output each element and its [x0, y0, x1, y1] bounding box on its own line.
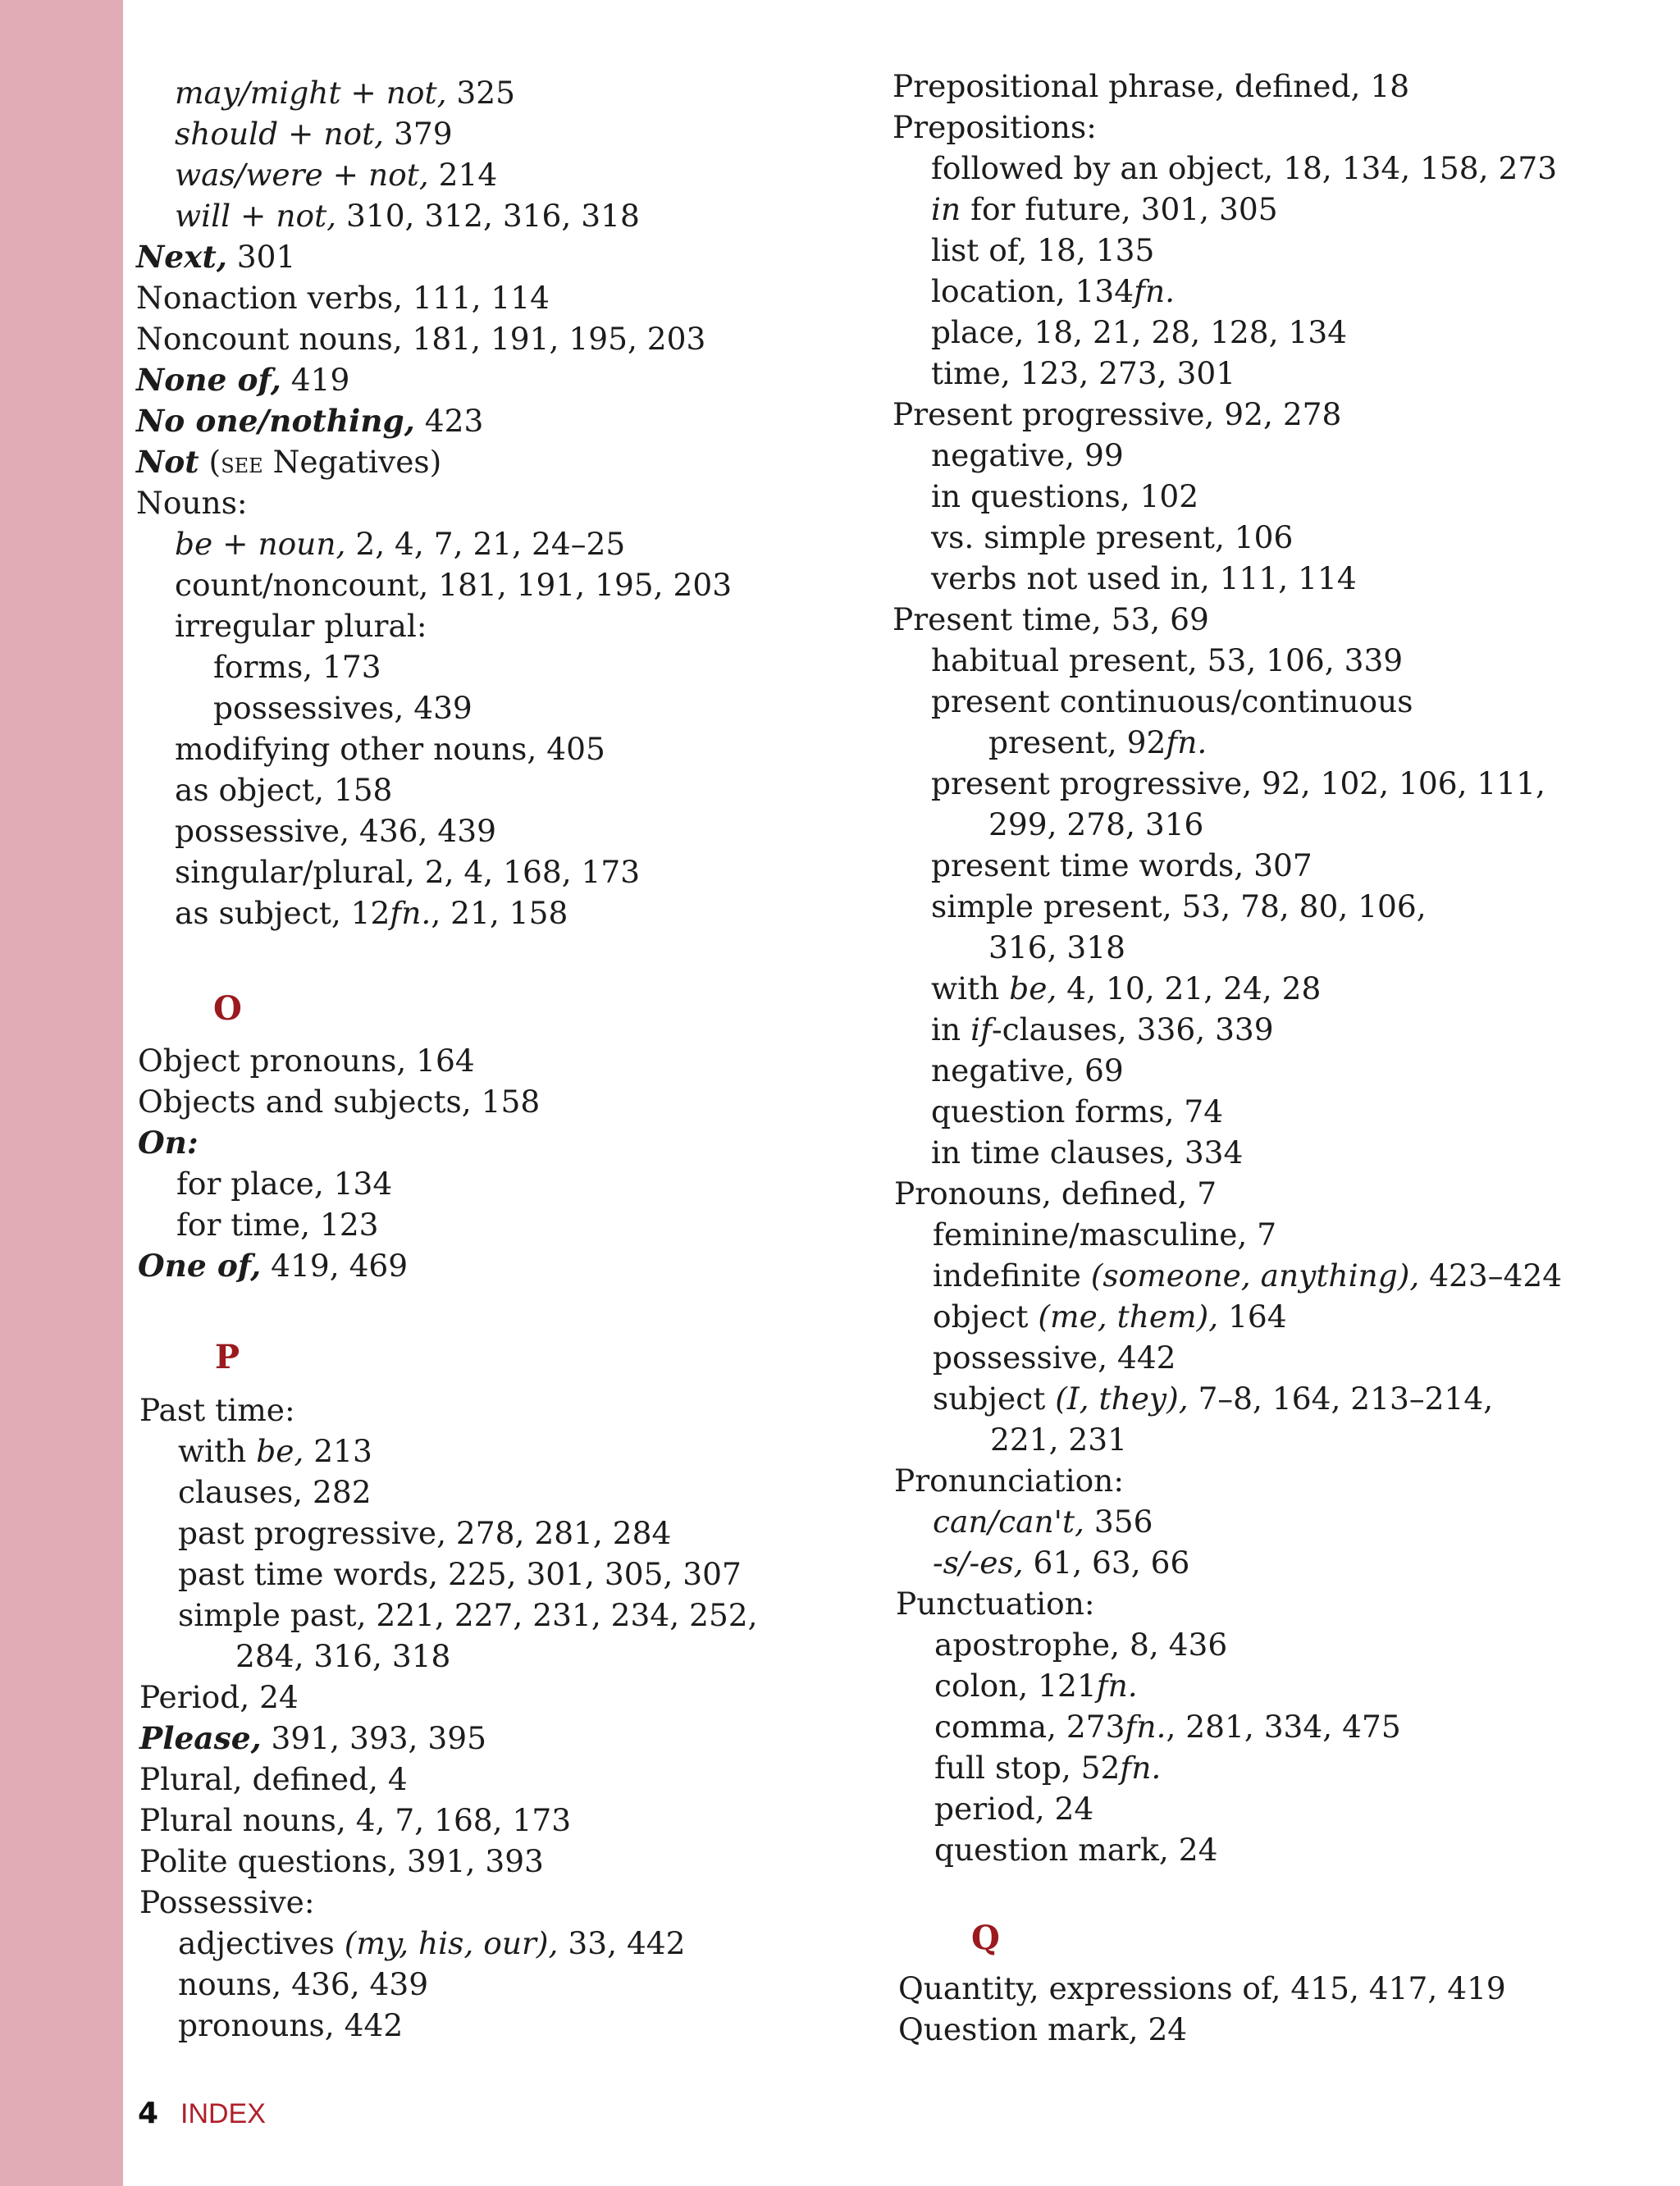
index-subentry: as object, 158 [175, 772, 393, 808]
index-subentry: should + not, 379 [175, 116, 453, 152]
index-subsubentry: possessives, 439 [213, 690, 472, 726]
index-entry: Noncount nouns, 181, 191, 195, 203 [136, 321, 706, 357]
index-entry: Please, 391, 393, 395 [139, 1720, 486, 1756]
index-entry: Not (see Negatives) [136, 444, 442, 480]
index-entry: Punctuation: [896, 1586, 1095, 1622]
index-entry: One of, 419, 469 [138, 1248, 409, 1284]
index-entry: Present progressive, 92, 278 [892, 396, 1342, 432]
index-entry: Present time, 53, 69 [892, 601, 1209, 637]
index-subentry: was/were + not, 214 [175, 157, 498, 193]
index-subentry: period, 24 [934, 1791, 1094, 1827]
index-entry: Nonaction verbs, 111, 114 [136, 280, 550, 316]
index-subentry: full stop, 52fn. [934, 1750, 1162, 1786]
index-subentry: nouns, 436, 439 [178, 1966, 429, 2002]
index-subentry: can/can't, 356 [933, 1504, 1153, 1540]
index-entry: Object pronouns, 164 [138, 1043, 475, 1079]
index-subentry: colon, 121fn. [934, 1668, 1138, 1704]
index-subentry: simple past, 221, 227, 231, 234, 252, [178, 1597, 758, 1633]
index-subentry: will + not, 310, 312, 316, 318 [175, 198, 640, 234]
index-subentry: be + noun, 2, 4, 7, 21, 24–25 [175, 526, 626, 562]
index-continuation: 284, 316, 318 [235, 1638, 451, 1674]
index-subentry: present time words, 307 [931, 847, 1312, 883]
index-subentry: indefinite (someone, anything), 423–424 [933, 1257, 1563, 1294]
index-subentry: question mark, 24 [934, 1832, 1218, 1868]
index-subentry: singular/plural, 2, 4, 168, 173 [175, 854, 641, 890]
index-entry: No one/nothing, 423 [136, 403, 484, 439]
index-subentry: past time words, 225, 301, 305, 307 [178, 1556, 742, 1592]
index-entry: Polite questions, 391, 393 [139, 1843, 544, 1879]
index-subentry: location, 134fn. [931, 273, 1176, 309]
index-subentry: possessive, 436, 439 [175, 813, 496, 849]
index-subentry: as subject, 12fn., 21, 158 [175, 895, 568, 931]
index-subentry: comma, 273fn., 281, 334, 475 [934, 1709, 1401, 1745]
index-entry: On: [138, 1125, 199, 1161]
index-subentry: subject (I, they), 7–8, 164, 213–214, [933, 1381, 1494, 1417]
index-entry: None of, 419 [136, 362, 350, 398]
index-subentry: clauses, 282 [178, 1474, 372, 1510]
index-subentry: present continuous/continuous [931, 683, 1413, 719]
index-entry: Plural nouns, 4, 7, 168, 173 [139, 1802, 572, 1838]
page-number: 4 [138, 2097, 159, 2130]
index-continuation: present, 92fn. [988, 724, 1208, 760]
index-subentry: time, 123, 273, 301 [931, 355, 1236, 391]
index-subentry: negative, 69 [931, 1052, 1124, 1088]
section-letter-o: O [213, 989, 242, 1028]
index-subentry: in if-clauses, 336, 339 [931, 1011, 1274, 1047]
index-entry: Prepositions: [892, 109, 1097, 145]
index-subentry: possessive, 442 [933, 1339, 1176, 1376]
index-subsubentry: forms, 173 [213, 649, 381, 685]
index-continuation: 316, 318 [988, 929, 1125, 965]
index-entry: Pronouns, defined, 7 [894, 1175, 1217, 1212]
index-subentry: with be, 213 [178, 1433, 372, 1469]
index-continuation: 221, 231 [990, 1422, 1127, 1458]
index-subentry: feminine/masculine, 7 [933, 1216, 1277, 1253]
index-subentry: count/noncount, 181, 191, 195, 203 [175, 567, 733, 603]
index-subentry: modifying other nouns, 405 [175, 731, 605, 767]
section-letter-p: P [215, 1338, 240, 1376]
index-entry: Prepositional phrase, defined, 18 [892, 68, 1410, 104]
index-entry: Nouns: [136, 485, 248, 521]
index-subentry: object (me, them), 164 [933, 1298, 1287, 1335]
index-entry: Next, 301 [136, 239, 296, 275]
index-entry: Question mark, 24 [898, 2011, 1188, 2047]
index-subentry: for place, 134 [176, 1166, 393, 1202]
index-subentry: list of, 18, 135 [931, 232, 1155, 268]
index-subentry: place, 18, 21, 28, 128, 134 [931, 314, 1348, 350]
index-subentry: in for future, 301, 305 [931, 191, 1278, 227]
index-entry: Possessive: [139, 1884, 315, 1920]
section-letter-q: Q [971, 1919, 1000, 1957]
index-subentry: irregular plural: [175, 608, 427, 644]
index-subentry: habitual present, 53, 106, 339 [931, 642, 1404, 678]
index-subentry: -s/-es, 61, 63, 66 [933, 1545, 1190, 1581]
index-subentry: followed by an object, 18, 134, 158, 273 [931, 150, 1558, 186]
index-subentry: adjectives (my, his, our), 33, 442 [178, 1925, 686, 1961]
index-subentry: pronouns, 442 [178, 2007, 404, 2043]
index-entry: Plural, defined, 4 [139, 1761, 408, 1797]
index-subentry: question forms, 74 [931, 1093, 1224, 1130]
index-subentry: simple present, 53, 78, 80, 106, [931, 888, 1427, 924]
index-subentry: for time, 123 [176, 1207, 379, 1243]
index-subentry: in questions, 102 [931, 478, 1199, 514]
index-entry: Past time: [139, 1392, 295, 1428]
index-subentry: with be, 4, 10, 21, 24, 28 [931, 970, 1322, 1006]
index-subentry: in time clauses, 334 [931, 1134, 1244, 1171]
index-entry: Pronunciation: [894, 1463, 1124, 1499]
index-entry: Quantity, expressions of, 415, 417, 419 [898, 1970, 1506, 2006]
index-subentry: verbs not used in, 111, 114 [931, 560, 1357, 596]
index-subentry: vs. simple present, 106 [931, 519, 1294, 555]
index-subentry: apostrophe, 8, 436 [934, 1627, 1228, 1663]
running-footer-label: INDEX [180, 2098, 266, 2129]
index-entry: Objects and subjects, 158 [138, 1084, 541, 1120]
index-continuation: 299, 278, 316 [988, 806, 1204, 842]
index-subentry: negative, 99 [931, 437, 1124, 473]
index-subentry: present progressive, 92, 102, 106, 111, [931, 765, 1545, 801]
index-subentry: past progressive, 278, 281, 284 [178, 1515, 672, 1551]
index-subentry: may/might + not, 325 [175, 75, 515, 111]
index-entry: Period, 24 [139, 1679, 299, 1715]
